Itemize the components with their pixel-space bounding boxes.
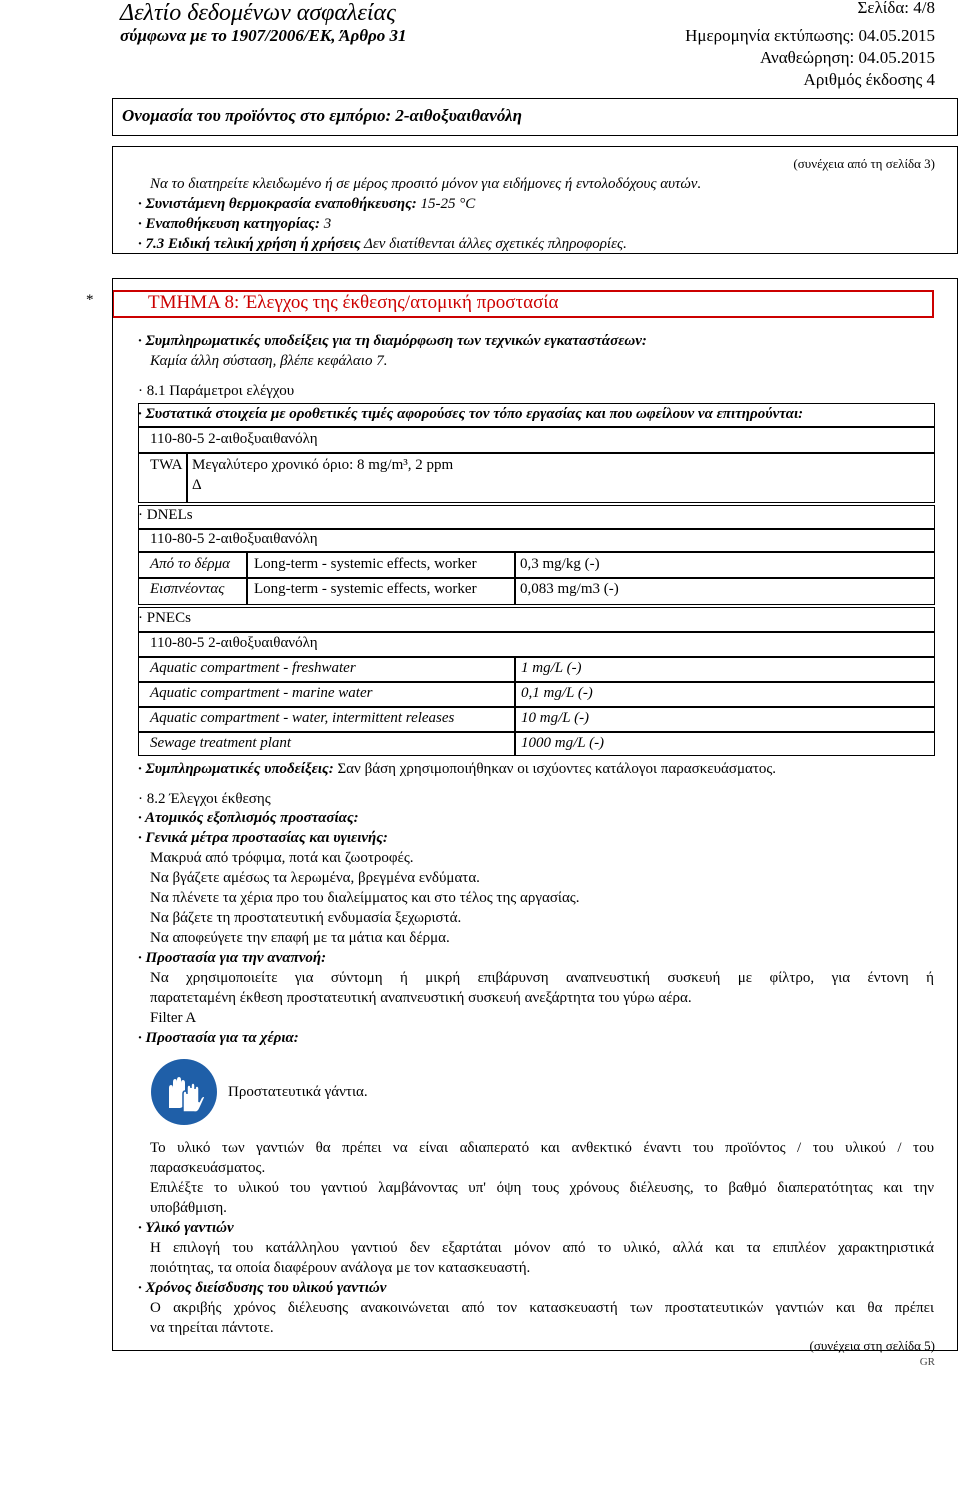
- divider: [138, 551, 935, 553]
- pnec-compartment: Aquatic compartment - water, intermittent releases: [150, 710, 455, 726]
- document-title: Δελτίο δεδομένων ασφαλείας: [120, 0, 396, 26]
- protective-gloves-icon: [150, 1058, 218, 1126]
- product-name: Ονομασία του προϊόντος στο εμπόριο: 2-αιθοξυαιθανόλη: [122, 106, 522, 125]
- glove-material-text: Το υλικό των γαντιών θα πρέπει να είναι αδιαπερατό και ανθεκτικό έναντι του προϊόντος / του υλικού / του: [150, 1140, 934, 1156]
- hygiene-item: Να βγάζετε αμέσως τα λερωμένα, βρεγμένα ενδύματα.: [150, 870, 480, 886]
- language-code: GR: [919, 1356, 935, 1368]
- print-date: Ημερομηνία εκτύπωσης: 04.05.2015: [685, 26, 935, 45]
- glove-material-label: · Υλικό γαντιών: [138, 1220, 234, 1236]
- twa-label: TWA: [150, 457, 183, 473]
- tech-facilities-value: Καμία άλλη σύσταση, βλέπε κεφάλαιο 7.: [150, 353, 388, 369]
- dnel-value: 0,083 mg/m3 (-): [520, 581, 619, 597]
- gloves-caption: Προστατευτικά γάντια.: [228, 1084, 368, 1100]
- glove-material-text: παρασκευάσματος.: [150, 1160, 266, 1176]
- breathing-protection-text: Να χρησιμοποιείτε για σύντομη ή μικρή επιβάρυνση αναπνευστική συσκευή με φίλτρο, για έντονη ή: [150, 970, 934, 986]
- pnec-compartment: Sewage treatment plant: [150, 735, 292, 751]
- pnec-value: 1000 mg/L (-): [521, 735, 605, 751]
- pnec-value: 1 mg/L (-): [521, 660, 582, 676]
- extra-notes: · Συμπληρωματικές υποδείξεις: Σαν βάση χρησιμοποιήθηκαν οι ισχύοντες κατάλογοι παρασκευάσματος.: [138, 761, 777, 777]
- divider: [138, 681, 935, 683]
- breathing-protection-label: · Προστασία για την αναπνοή:: [138, 950, 327, 966]
- regulation-subtitle: σύμφωνα με το 1907/2006/ΕΚ, Άρθρο 31: [120, 26, 407, 45]
- change-marker: *: [86, 292, 94, 308]
- divider: [138, 706, 935, 708]
- hygiene-item: Να αποφεύγετε την επαφή με τα μάτια και δέρμα.: [150, 930, 450, 946]
- penetration-time-text: Ο ακριβής χρόνος διέλευσης ανακοινώνεται από τον κατασκευαστή των προστατευτικών γαντιών και θα πρέπει: [150, 1300, 934, 1316]
- penetration-time-label: · Χρόνος διείσδυσης του υλικού γαντιών: [138, 1280, 387, 1296]
- workplace-limits-label: · Συστατικά στοιχεία με οροθετικές τιμές αφορούσες τον τόπο εργασίας και που ωφείλουν να επιτηρούνται:: [138, 406, 804, 422]
- dnels-label: · DNELs: [138, 507, 193, 523]
- divider: [138, 426, 935, 428]
- limits-substance: 110-80-5 2-αιθοξυαιθανόλη: [150, 431, 318, 447]
- dnels-substance: 110-80-5 2-αιθοξυαιθανόλη: [150, 531, 318, 547]
- ppe-label: · Ατομικός εξοπλισμός προστασίας:: [138, 810, 359, 826]
- divider: [138, 452, 935, 454]
- divider: [186, 452, 188, 503]
- section8-title: ΤΜΗΜΑ 8: Έλεγχος της έκθεσης/ατομική προστασία: [148, 292, 559, 313]
- pnec-value: 10 mg/L (-): [521, 710, 590, 726]
- control-parameters-title: · 8.1 Παράμετροι ελέγχου: [138, 383, 295, 399]
- divider: [138, 577, 935, 579]
- pnec-compartment: Aquatic compartment - marine water: [150, 685, 373, 701]
- hygiene-item: Να βάζετε τη προστατευτική ενδυμασία ξεχωριστά.: [150, 910, 462, 926]
- continued-to: (συνέχεια στη σελίδα 5): [809, 1338, 935, 1353]
- hand-protection-label: · Προστασία για τα χέρια:: [138, 1030, 299, 1046]
- dnel-effect: Long-term - systemic effects, worker: [254, 581, 477, 597]
- penetration-time-text: να τηρείται πάντοτε.: [150, 1320, 274, 1336]
- glove-material-description: Η επιλογή του κατάλληλου γαντιού δεν εξαρτάται μόνον από το υλικό, αλλά και τα επιπλέον χαρακτηριστικά: [150, 1240, 934, 1256]
- page-number: Σελίδα: 4/8: [857, 0, 935, 17]
- dnel-route: Από το δέρμα: [150, 556, 231, 572]
- continued-from: (συνέχεια από τη σελίδα 3): [793, 156, 935, 171]
- storage-temperature: · Συνιστάμενη θερμοκρασία εναποθήκευσης: 15-25 °C: [138, 196, 476, 212]
- dnel-route: Εισπνέοντας: [150, 581, 225, 597]
- pnec-compartment: Aquatic compartment - freshwater: [150, 660, 356, 676]
- twa-note: Δ: [192, 477, 202, 493]
- exposure-controls-title: · 8.2 Έλεγχοι έκθεσης: [138, 791, 271, 807]
- hygiene-item: Μακρυά από τρόφιμα, ποτά και ζωοτροφές.: [150, 850, 414, 866]
- version-number: Αριθμός έκδοσης 4: [803, 70, 935, 89]
- glove-material-description: ποιότητας, τα οποία διαφέρουν ανάλογα με τον κατασκευαστή.: [150, 1260, 531, 1276]
- tech-facilities-label: · Συμπληρωματικές υποδείξεις για τη διαμόρφωση των τεχνικών εγκαταστάσεων:: [138, 333, 647, 349]
- dnel-value: 0,3 mg/kg (-): [520, 556, 600, 572]
- storage-keep-locked: Να το διατηρείτε κλειδωμένο ή σε μέρος προσιτό μόνον για ειδήμονες ή εντολοδόχους αυτών.: [150, 176, 702, 192]
- breathing-protection-text: παρατεταμένη έκθεση προστατευτική αναπνευστική συσκευή ανεξάρτητα του γύρω αέρα.: [150, 990, 692, 1006]
- hygiene-label: · Γενικά μέτρα προστασίας και υγιεινής:: [138, 830, 388, 846]
- divider: [138, 656, 935, 658]
- pnec-value: 0,1 mg/L (-): [521, 685, 593, 701]
- glove-selection-text: υποβάθμιση.: [150, 1200, 227, 1216]
- filter-type: Filter A: [150, 1010, 197, 1026]
- pnecs-substance: 110-80-5 2-αιθοξυαιθανόλη: [150, 635, 318, 651]
- divider: [138, 731, 935, 733]
- specific-end-use: · 7.3 Ειδική τελική χρήση ή χρήσεις Δεν διατίθενται άλλες σχετικές πληροφορίες.: [138, 236, 627, 252]
- divider: [138, 528, 935, 530]
- pnecs-label: · PNECs: [138, 610, 191, 626]
- revision-date: Αναθεώρηση: 04.05.2015: [760, 48, 935, 67]
- twa-value: Μεγαλύτερο χρονικό όριο: 8 mg/m³, 2 ppm: [192, 457, 454, 473]
- glove-selection-text: Επιλέξτε το υλικού του γαντιού λαμβάνοντας υπ' όψη τους χρόνους διέλευσης, το βαθμό διαπερατότητας και την: [150, 1180, 934, 1196]
- dnel-effect: Long-term - systemic effects, worker: [254, 556, 477, 572]
- divider: [138, 631, 935, 633]
- hygiene-item: Να πλένετε τα χέρια προ του διαλείμματος και στο τέλος της αργασίας.: [150, 890, 580, 906]
- storage-class: · Εναποθήκευση κατηγορίας: 3: [138, 216, 332, 232]
